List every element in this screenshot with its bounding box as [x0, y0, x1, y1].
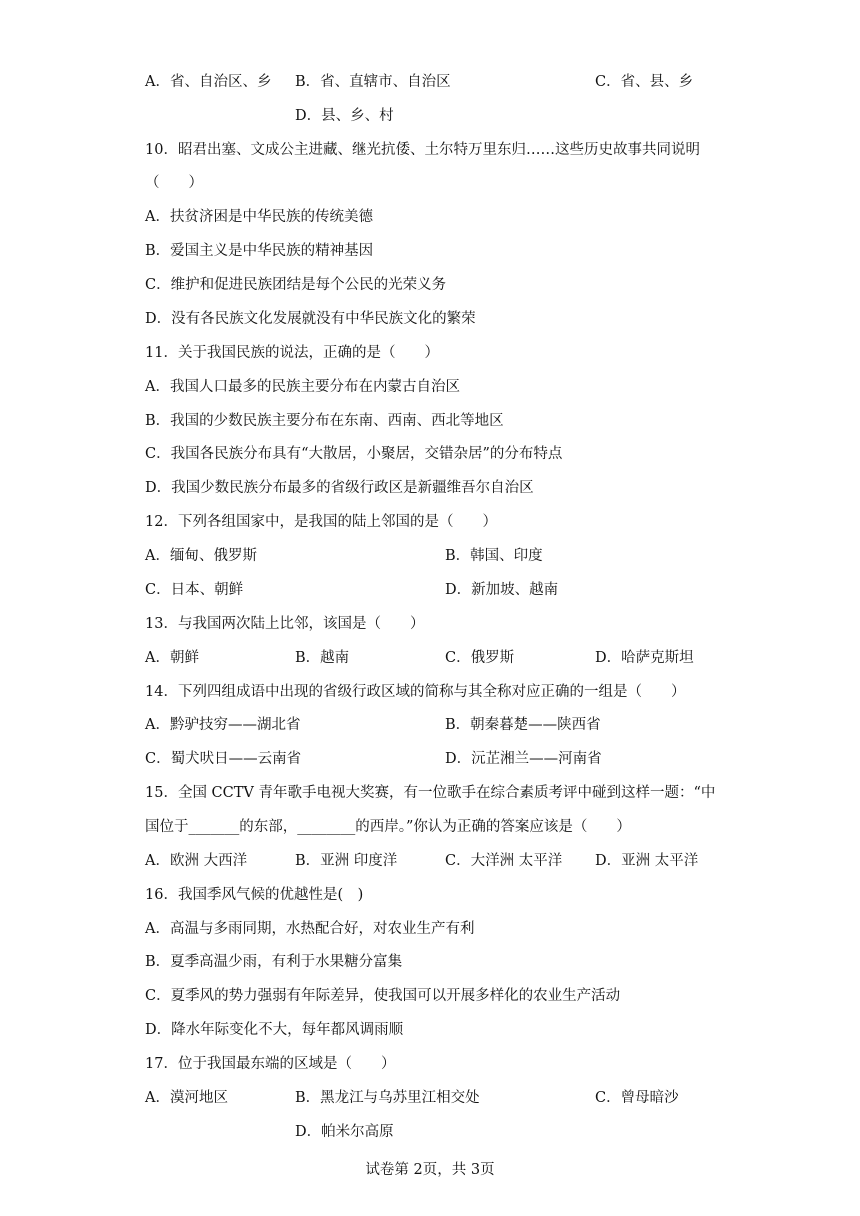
q9-option-c: C．省、县、乡 — [595, 74, 694, 90]
q14-option-c: C．蜀犬吠日——云南省 — [145, 751, 302, 767]
q14-option-d: D．沅芷湘兰——河南省 — [445, 751, 602, 767]
q10-answer-paren: （ ） — [145, 175, 203, 191]
q17-option-d: D．帕米尔高原 — [295, 1124, 394, 1140]
q17-option-a: A．漠河地区 — [145, 1090, 228, 1106]
q9-option-d: D．县、乡、村 — [295, 108, 394, 124]
q13-option-b: B．越南 — [295, 650, 350, 666]
q17-option-c: C．曾母暗沙 — [595, 1090, 679, 1106]
q17-option-b: B．黑龙江与乌苏里江相交处 — [295, 1090, 480, 1106]
page-footer: 试卷第 2页，共 3页 — [365, 1162, 495, 1178]
q15-option-b: B．亚洲 印度洋 — [295, 853, 398, 869]
q13-option-d: D．哈萨克斯坦 — [595, 650, 694, 666]
q13-stem: 13．与我国两次陆上比邻，该国是（ ） — [145, 616, 425, 632]
q9-option-b: B．省、直辖市、自治区 — [295, 74, 451, 90]
q15-option-d: D．亚洲 太平洋 — [595, 853, 699, 869]
q14-option-a: A．黔驴技穷——湖北省 — [145, 717, 301, 733]
q12-stem: 12．下列各组国家中，是我国的陆上邻国的是（ ） — [145, 514, 497, 530]
q10-option-d: D．没有各民族文化发展就没有中华民族文化的繁荣 — [145, 311, 476, 327]
q11-option-d: D．我国少数民族分布最多的省级行政区是新疆维吾尔自治区 — [145, 480, 534, 496]
q9-option-a: A．省、自治区、乡 — [145, 74, 272, 90]
q13-option-a: A．朝鲜 — [145, 650, 199, 666]
q10-stem: 10．昭君出塞、文成公主进藏、继光抗倭、土尔特万里东归……这些历史故事共同说明 — [145, 142, 700, 158]
q11-option-b: B．我国的少数民族主要分布在东南、西南、西北等地区 — [145, 413, 504, 429]
q11-option-c: C．我国各民族分布具有“大散居，小聚居，交错杂居”的分布特点 — [145, 446, 563, 462]
q16-option-c: C．夏季风的势力强弱有年际差异，使我国可以开展多样化的农业生产活动 — [145, 988, 621, 1004]
q17-stem: 17．位于我国最东端的区域是（ ） — [145, 1056, 396, 1072]
q14-stem: 14．下列四组成语中出现的省级行政区域的简称与其全称对应正确的一组是（ ） — [145, 684, 686, 700]
q10-option-c: C．维护和促进民族团结是每个公民的光荣义务 — [145, 277, 447, 293]
q13-option-c: C．俄罗斯 — [445, 650, 515, 666]
q16-option-d: D．降水年际变化不大，每年都风调雨顺 — [145, 1022, 404, 1038]
q15-option-c: C．大洋洲 太平洋 — [445, 853, 563, 869]
q12-option-a: A．缅甸、俄罗斯 — [145, 548, 257, 564]
q10-option-b: B．爱国主义是中华民族的精神基因 — [145, 243, 374, 259]
q11-stem: 11．关于我国民族的说法，正确的是（ ） — [145, 345, 439, 361]
q16-option-a: A．高温与多雨同期，水热配合好，对农业生产有利 — [145, 921, 475, 937]
q15-stem-continued: 国位于_______的东部，________的西岸。”你认为正确的答案应该是（ ） — [145, 819, 631, 835]
q16-option-b: B．夏季高温少雨，有利于水果糖分富集 — [145, 954, 403, 970]
q15-option-a: A．欧洲 大西洋 — [145, 853, 248, 869]
q11-option-a: A．我国人口最多的民族主要分布在内蒙古自治区 — [145, 379, 460, 395]
q14-option-b: B．朝秦暮楚——陕西省 — [445, 717, 601, 733]
q12-option-b: B．韩国、印度 — [445, 548, 543, 564]
q15-stem: 15．全国 CCTV 青年歌手电视大奖赛，有一位歌手在综合素质考评中碰到这样一题：“中 — [145, 785, 716, 801]
q16-stem: 16．我国季风气候的优越性是( ) — [145, 887, 364, 903]
q12-option-c: C．日本、朝鲜 — [145, 582, 244, 598]
q10-option-a: A．扶贫济困是中华民族的传统美德 — [145, 209, 373, 225]
q12-option-d: D．新加坡、越南 — [445, 582, 559, 598]
